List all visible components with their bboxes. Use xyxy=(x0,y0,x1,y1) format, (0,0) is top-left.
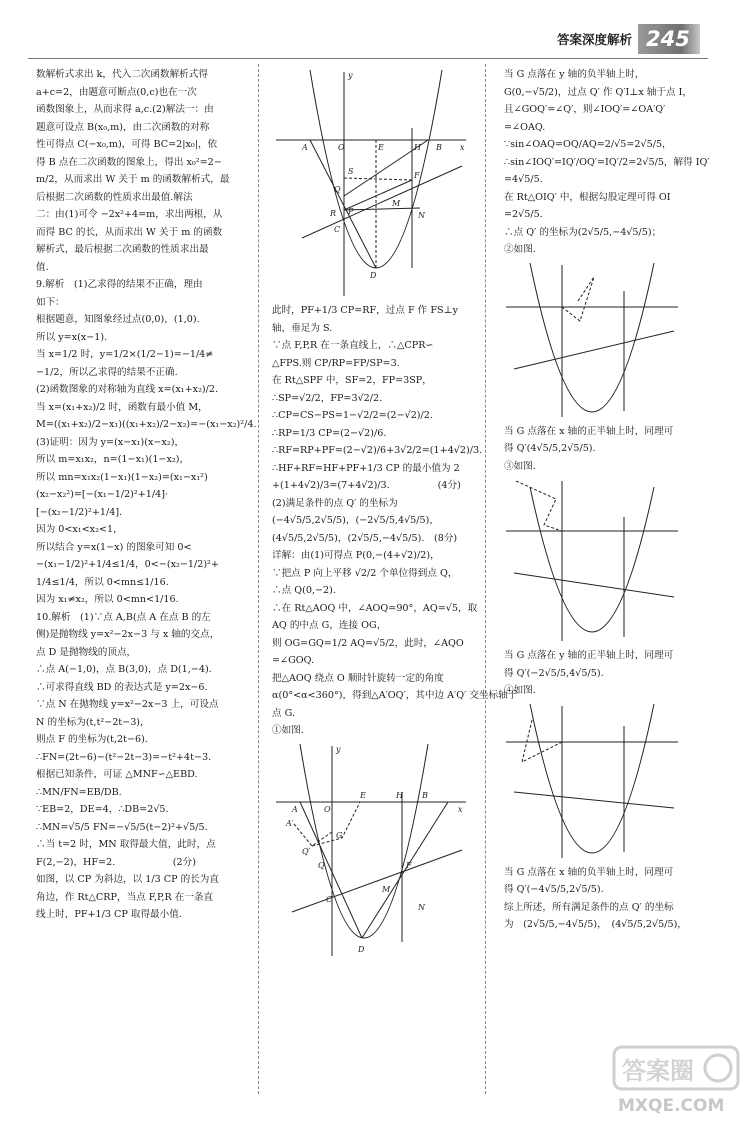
column-left-text xyxy=(36,66,257,924)
text-line: (−4√5/5,2√5/5)，(−2√5/5,4√5/5)， xyxy=(272,515,439,526)
text-line: 详解：由(1)可得点 P(0,−(4+√2)/2)， xyxy=(272,550,440,561)
text-line: 角边，作 Rt△CRP，当点 F,P,R 在一条直 xyxy=(36,891,214,903)
parabola-figure-rotation xyxy=(272,742,470,960)
text-line: 1/4≤1/4，所以 0<mn≤1/16. xyxy=(36,576,169,588)
text-line: 当 G 点落在 x 轴的负半轴上时，同理可 xyxy=(504,866,674,878)
svg-text:B: B xyxy=(436,143,442,152)
text-line: ∴可求得直线 BD 的表达式是 y=2x−6. xyxy=(36,681,208,693)
text-line: 点 G. xyxy=(272,707,296,719)
text-line: F(2,−2)，HF=2. (2分) xyxy=(36,856,196,868)
text-line: AQ 的中点 G，连接 OG， xyxy=(272,620,387,631)
text-line: (2)满足条件的点 Q′ 的坐标为 xyxy=(272,497,398,509)
column-left xyxy=(36,66,257,924)
svg-text:Q′: Q′ xyxy=(302,846,311,856)
svg-text:B: B xyxy=(422,790,428,800)
text-line: 值. xyxy=(36,261,49,273)
svg-text:A: A xyxy=(302,143,308,152)
text-line: 所以结合 y=x(1−x) 的图象可知 0< xyxy=(36,541,192,553)
text-line: ∴点 Q′ 的坐标为(2√5/5,−4√5/5)； xyxy=(504,226,662,238)
page-number: 245 xyxy=(638,24,700,54)
svg-text:A: A xyxy=(292,804,298,814)
text-line: ∴点 Q(0,−2). xyxy=(272,585,336,596)
text-line: ∴CP=CS−PS=1−√2/2=(2−√2)/2. xyxy=(272,410,433,421)
svg-text:S: S xyxy=(348,167,354,176)
column-divider xyxy=(485,64,486,1094)
column-right xyxy=(504,66,710,934)
text-line: 在 Rt△SPF 中，SF=2，FP=3SP， xyxy=(272,375,432,386)
text-line: 侧)是抛物线 y=x²−2x−3 与 x 轴的交点， xyxy=(36,629,220,640)
svg-text:D: D xyxy=(358,944,365,954)
text-line: 为 (2√5/5,−4√5/5)， (4√5/5,2√5/5)， xyxy=(504,919,687,930)
text-line: 所以 mn=x₁x₂(1−x₁)(1−x₂)=(x₁−x₁²) xyxy=(36,471,208,483)
text-line: 因为 x₁≠x₂，所以 0<mn<1/16. xyxy=(36,594,179,605)
text-line: +(1+4√2)/3=(7+4√2)/3. (4分) xyxy=(272,480,461,491)
text-line: ③如图. xyxy=(504,460,536,472)
text-line: M=((x₁+x₂)/2−x₁)((x₁+x₂)/2−x₂)=−(x₁−x₂)²/4. xyxy=(36,419,257,430)
column-right-text-d xyxy=(504,864,687,934)
text-line: 题意可设点 B(x₀,m)，由二次函数的对称 xyxy=(36,121,210,133)
text-line: 10.解析 (1)∵点 A,B(点 A 在点 B 的左 xyxy=(36,611,211,623)
text-line: ∴MN=√5/5 FN=−√5/5(t−2)²+√5/5. xyxy=(36,821,208,833)
text-line: ∴在 Rt△AOQ 中，∠AOQ=90°，AQ=√5，取 xyxy=(272,602,478,614)
text-line: ∴当 t=2 时，MN 取得最大值，此时，点 xyxy=(36,839,216,850)
text-line: 综上所述，所有满足条件的点 Q′ 的坐标 xyxy=(504,901,674,913)
svg-text:答案圈: 答案圈 xyxy=(622,1057,694,1085)
text-line: N 的坐标为(t,t²−2t−3)， xyxy=(36,716,150,728)
text-line: 则 OG=GQ=1/2 AQ=√5/2，此时，∠AQO xyxy=(272,637,464,649)
svg-text:D: D xyxy=(370,271,377,280)
text-line: ∴RF=RP+PF=(2−√2)/6+3√2/2=(1+4√2)/3. xyxy=(272,445,483,456)
text-line: 如下： xyxy=(36,296,65,308)
text-line: ∵点 F,P,R 在一条直线上，∴△CPR∽ xyxy=(272,340,434,351)
text-line: 在 Rt△OIQ′ 中，根据勾股定理可得 OI xyxy=(504,191,671,203)
parabola-figure-4 xyxy=(504,702,680,862)
text-line: ∴sin∠IOQ′=IQ′/OQ′=IQ′/2=2√5/5，解得 IQ′ xyxy=(504,156,710,168)
fig1-label: y xyxy=(348,71,353,80)
watermark-logo xyxy=(610,1043,742,1115)
svg-text:Q: Q xyxy=(318,860,325,870)
text-line: 得 Q′(−4√5/5,2√5/5). xyxy=(504,884,604,895)
text-line: 得 Q′(4√5/5,2√5/5). xyxy=(504,443,596,454)
text-line: 当 G 点落在 y 轴的正半轴上时，同理可 xyxy=(504,650,674,661)
text-line: ∵点 N 在抛物线 y=x²−2x−3 上，可设点 xyxy=(36,699,219,710)
parabola-figure-3 xyxy=(504,477,680,645)
svg-text:MXQE.COM: MXQE.COM xyxy=(618,1096,725,1116)
text-line: 此时，PF+1/3 CP=RF，过点 F 作 FS⊥y xyxy=(272,305,458,316)
parabola-figure-2 xyxy=(504,261,680,421)
text-line: (x₂−x₂²)=[−(x₁−1/2)²+1/4]· xyxy=(36,489,169,500)
column-right-text-b xyxy=(504,423,680,476)
text-line: 线上时，PF+1/3 CP 取得最小值. xyxy=(36,909,182,920)
svg-text:F: F xyxy=(406,860,412,870)
text-line: 把△AOQ 绕点 O 顺时针旋转一定的角度 xyxy=(272,672,444,684)
text-line: 性可得点 C(−x₀,m)，可得 BC=2|x₀|，依 xyxy=(36,139,218,150)
column-divider xyxy=(258,64,259,1094)
text-line: ∵sin∠OAQ=OQ/AQ=2/√5=2√5/5， xyxy=(504,139,672,150)
text-line: ∵把点 P 向上平移 √2/2 个单位得到点 Q， xyxy=(272,567,458,579)
text-line: 后根据二次函数的性质求出最值.解法 xyxy=(36,191,193,203)
text-line: =4√5/5. xyxy=(504,174,543,185)
text-line: a+c=2，由题意可断点(0,c)也在一次 xyxy=(36,86,197,98)
svg-text:C: C xyxy=(334,225,341,234)
svg-text:G: G xyxy=(336,830,343,840)
text-line: (3)证明：因为 y=(x−x₁)(x−x₂)， xyxy=(36,436,185,448)
text-line: (2)函数图象的对称轴为直线 x=(x₁+x₂)/2. xyxy=(36,384,219,395)
text-line: −1/2，所以乙求得的结果不正确. xyxy=(36,366,178,378)
text-line: 当 G 点落在 y 轴的负半轴上时， xyxy=(504,69,645,80)
svg-text:M: M xyxy=(382,884,391,894)
svg-text:x: x xyxy=(458,804,463,814)
text-line: 所以 m=x₁x₂，n=(1−x₁)(1−x₂)， xyxy=(36,454,190,465)
text-line: ∵EB=2，DE=4，∴DB=2√5. xyxy=(36,804,169,815)
text-line: ∴点 A(−1,0)，点 B(3,0)，点 D(1,−4). xyxy=(36,664,212,675)
text-line: =2√5/5. xyxy=(504,209,543,220)
text-line: =∠GOQ. xyxy=(272,655,315,666)
svg-text:A′: A′ xyxy=(286,818,294,828)
text-line: 根据题意，知图象经过点(0,0)，(1,0). xyxy=(36,314,200,325)
text-line: 当 G 点落在 x 轴的正半轴上时，同理可 xyxy=(504,425,674,437)
watermark-icon xyxy=(610,1043,742,1115)
text-line: 因为 0<x₁<x₂<1， xyxy=(36,524,123,535)
column-middle-text xyxy=(272,302,518,740)
svg-text:E: E xyxy=(378,143,384,152)
header-title: 答案深度解析 xyxy=(556,32,632,47)
svg-text:C: C xyxy=(326,894,333,904)
text-line: ④如图. xyxy=(504,685,536,696)
text-line: 根据已知条件，可证 △MNF∽△EBD. xyxy=(36,769,198,780)
text-line: 当 x=(x₁+x₂)/2 时，函数有最小值 M， xyxy=(36,401,208,413)
svg-text:O: O xyxy=(324,804,331,814)
text-line: 数解析式求出 k，代入二次函数解析式得 xyxy=(36,69,208,80)
column-middle xyxy=(272,66,518,962)
text-line: ∴FN=(2t−6)−(t²−2t−3)=−t²+4t−3. xyxy=(36,751,212,763)
text-line: m/2，从而求出 W 关于 m 的函数解析式，最 xyxy=(36,174,230,185)
text-line: 函数图象上，从而求得 a,c.(2)解法一：由 xyxy=(36,104,214,115)
text-line: 则点 F 的坐标为(t,2t−6). xyxy=(36,734,148,745)
text-line: (4√5/5,2√5/5)，(2√5/5,−4√5/5). (8分) xyxy=(272,532,458,544)
text-line: ①如图. xyxy=(272,725,304,736)
text-line: ∴SP=√2/2，FP=3√2/2. xyxy=(272,392,383,404)
text-line: 得 Q′(−2√5/5,4√5/5). xyxy=(504,667,604,679)
svg-text:H: H xyxy=(396,790,403,800)
text-line: 轴，垂足为 S. xyxy=(272,322,333,334)
text-line: 所以 y=x(x−1). xyxy=(36,331,108,343)
svg-text:R: R xyxy=(330,209,337,218)
text-line: ②如图. xyxy=(504,244,536,255)
text-line: 如图，以 CP 为斜边，以 1/3 CP 的长为直 xyxy=(36,874,219,885)
column-right-text-c xyxy=(504,647,680,700)
text-line: =∠OAQ. xyxy=(504,121,546,133)
text-line: 解析式，最后根据二次函数的性质求出最 xyxy=(36,244,209,255)
text-line: G(0,−√5/2)，过点 Q′ 作 Q′I⊥x 轴于点 I， xyxy=(504,86,692,98)
text-line: 当 x=1/2 时，y=1/2×(1/2−1)=−1/4≠ xyxy=(36,349,214,360)
svg-text:E: E xyxy=(360,790,366,800)
text-line: ∴RP=1/3 CP=(2−√2)/6. xyxy=(272,427,387,439)
svg-text:F: F xyxy=(414,171,420,180)
svg-text:y: y xyxy=(336,744,341,754)
svg-text:N: N xyxy=(418,211,425,220)
page-header xyxy=(0,24,750,58)
text-line: −(x₁−1/2)²+1/4≤1/4，0<−(x₂−1/2)²+ xyxy=(36,559,219,570)
text-line: △FPS.则 CP/RP=FP/SP=3. xyxy=(272,357,400,369)
svg-text:H: H xyxy=(414,143,421,152)
text-line: 而得 BC 的长，从而求出 W 关于 m 的函数 xyxy=(36,226,223,238)
text-line: ∴HF+RF=HF+PF+1/3 CP 的最小值为 2 xyxy=(272,462,460,474)
text-line: 且∠GOQ′=∠Q′，则∠IOQ′=∠OA′Q′ xyxy=(504,104,666,115)
header-rule xyxy=(28,58,708,59)
parabola-curve xyxy=(310,70,442,268)
text-line: 二：由(1)可令 −2x²+4=m，求出两根，从 xyxy=(36,209,223,220)
text-line: 9.解析 (1)乙求得的结果不正确，理由 xyxy=(36,279,203,290)
svg-text:x: x xyxy=(460,143,465,152)
text-line: α(0°<α<360°)，得到△A′OQ′，其中边 A′Q′ 交坐标轴于 xyxy=(272,690,518,701)
text-line: ∴MN/FN=EB/DB. xyxy=(36,786,122,798)
column-right-text-a xyxy=(504,66,710,259)
svg-text:P: P xyxy=(348,207,354,216)
text-line: 得 B 点在二次函数的图象上，得出 x₀²=2− xyxy=(36,156,222,168)
svg-text:O: O xyxy=(338,143,345,152)
text-line: [−(x₂−1/2)²+1/4]. xyxy=(36,506,123,518)
svg-text:Q: Q xyxy=(334,185,341,194)
svg-text:M: M xyxy=(392,199,401,208)
text-line: 点 D 是抛物线的顶点， xyxy=(36,646,137,658)
svg-text:N: N xyxy=(418,902,425,912)
parabola-figure-1 xyxy=(272,68,470,300)
